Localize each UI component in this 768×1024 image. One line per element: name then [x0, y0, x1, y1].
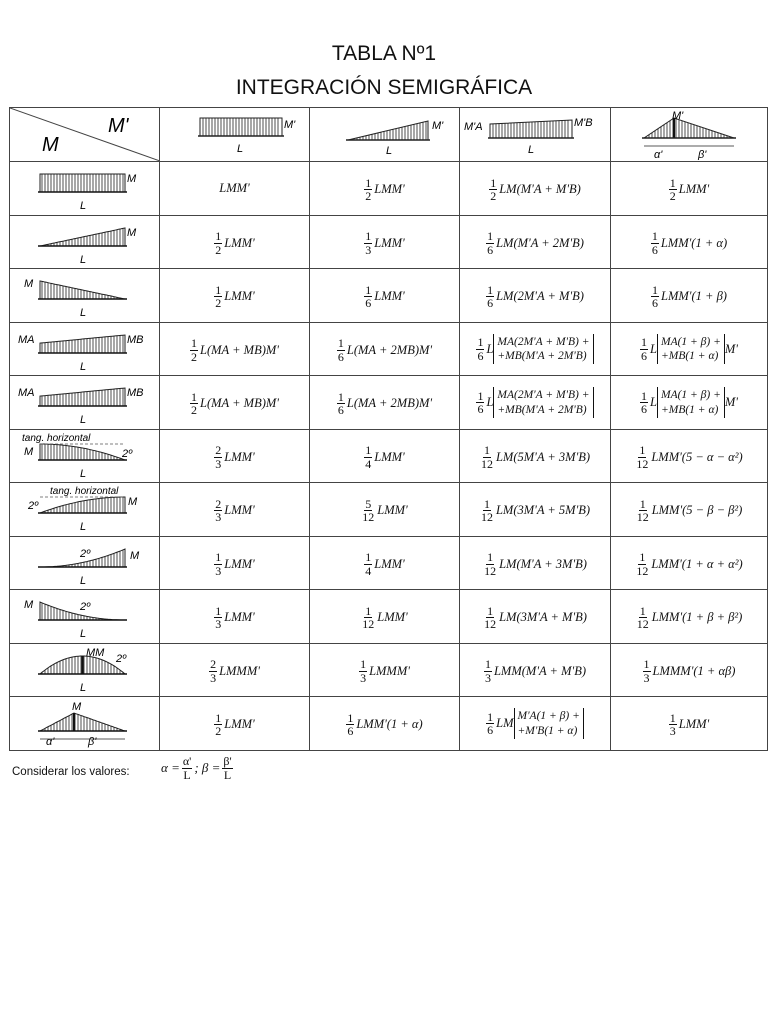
formula — [214, 284, 254, 310]
moment-diagram-icon — [10, 376, 160, 428]
formula-cell — [160, 590, 310, 644]
formula — [484, 658, 586, 684]
formula — [636, 498, 743, 524]
formula-text: LMM'(1 + β + β²) — [651, 610, 743, 625]
formula — [346, 712, 422, 738]
formula-text: LMM'(1 + α) — [660, 235, 728, 250]
note-formula: α = $\frac{\alpha'}{L}$ ; β = $\frac{\beta'}{L}$ — [161, 754, 232, 782]
bracket-expression: MA(2M'A + M'B) + +MB(M'A + 2M'B) — [493, 387, 593, 418]
formula-cell — [310, 322, 460, 376]
table-row — [10, 376, 768, 430]
formula-cell — [611, 269, 768, 323]
fraction: 1 6 — [337, 336, 344, 364]
row-diagram-cell — [10, 429, 160, 483]
row-diagram-cell — [10, 536, 160, 590]
diagram-label: L — [80, 521, 87, 534]
moment-diagram-icon — [10, 483, 160, 535]
fraction: 1 2 — [365, 175, 372, 204]
fraction: 1 12 — [362, 603, 375, 632]
formula — [209, 658, 260, 684]
svg-text:M': M' — [672, 109, 684, 122]
formula-cell — [611, 643, 768, 697]
formula — [190, 391, 279, 417]
fraction: 1 12 — [636, 603, 649, 632]
formula-cell — [310, 215, 460, 269]
fraction: 1 6 — [652, 282, 659, 311]
fraction: 1 2 — [215, 229, 222, 257]
formula: 1 6 L MA(1 + β) + +MB(1 + α) M' — [641, 388, 738, 417]
table-row — [10, 269, 768, 323]
formula-cell — [460, 269, 611, 323]
diagram-label: tang. horizontal — [50, 486, 119, 498]
formula — [486, 708, 584, 739]
header-corner — [10, 108, 160, 162]
moment-diagram-icon — [10, 537, 160, 589]
fraction: 1 3 — [365, 229, 372, 257]
formula-cell — [160, 483, 310, 537]
formula-text: LMM' — [374, 449, 405, 464]
formula-text: LMM' — [374, 556, 405, 571]
table-row — [10, 590, 768, 644]
fraction: 2 3 — [215, 443, 222, 471]
formula-cell — [611, 590, 768, 644]
formula — [364, 177, 404, 203]
table-row — [10, 536, 768, 590]
fraction: 1 2 — [191, 336, 198, 364]
formula-text: LMM' — [224, 449, 255, 464]
corner-mp-label: M' — [108, 115, 129, 137]
title-line-2: INTEGRACIÓN SEMIGRÁFICA — [235, 76, 533, 99]
formula-cell — [310, 269, 460, 323]
formula-text: L — [650, 341, 657, 356]
formula-cell — [160, 322, 310, 376]
formula-cell — [160, 162, 310, 216]
formula-cell — [310, 483, 460, 537]
formula-text: L(MA + 2MB)M' — [346, 342, 433, 357]
svg-text:M': M' — [283, 118, 295, 131]
formula-cell — [460, 162, 611, 216]
corner-m-label: M — [42, 134, 59, 156]
formula-text: LMM'(1 + α + α²) — [651, 556, 743, 571]
row-diagram-cell — [10, 376, 160, 430]
formula-text: LM(M'A + 2M'B) — [496, 235, 584, 250]
formula-cell — [310, 162, 460, 216]
formula-text: LM(2M'A + M'B) — [496, 289, 584, 304]
fraction: 1 6 — [487, 282, 494, 311]
row-diagram-cell — [10, 483, 160, 537]
fraction: 1 6 — [487, 229, 494, 257]
moment-diagram-icon — [10, 216, 160, 268]
fraction: 5 12 — [362, 496, 375, 525]
diagram-label: L — [80, 467, 87, 480]
formula — [643, 658, 736, 684]
peak-diagram-icon — [614, 110, 764, 160]
formula — [219, 181, 249, 196]
table-row — [10, 429, 768, 483]
fraction: 1 2 — [215, 710, 222, 739]
fraction: 1 6 — [477, 388, 484, 417]
diagram-label: MB — [127, 387, 144, 400]
formula-text: LMM' — [224, 556, 255, 571]
fraction: 1 12 — [636, 550, 649, 578]
fraction: 1 3 — [643, 657, 650, 685]
moment-diagram-icon — [10, 697, 160, 749]
fraction: 1 6 — [365, 282, 372, 311]
formula-text: L(MA + MB)M' — [200, 342, 279, 357]
table-row — [10, 322, 768, 376]
formula-text: LMMM'(1 + αβ) — [652, 663, 736, 678]
formula-text: LMMM' — [219, 663, 260, 678]
formula-text: LM(M'A + M'B) — [499, 182, 581, 197]
formula — [489, 177, 581, 203]
formula-text: LMM' — [377, 503, 408, 518]
fraction: 1 6 — [477, 335, 484, 363]
diagram-label: MM — [86, 646, 105, 659]
fraction: 1 6 — [347, 710, 354, 739]
formula-cell — [460, 322, 611, 376]
diagram-label: M — [127, 173, 137, 186]
fraction: 1 12 — [484, 603, 497, 632]
title-line-1: TABLA Nº1 — [331, 42, 437, 65]
formula-text: LMM' — [219, 181, 250, 196]
diagram-label: MA — [18, 333, 35, 346]
formula — [480, 444, 590, 470]
moment-diagram-icon — [10, 323, 160, 375]
formula-cell — [611, 215, 768, 269]
formula — [483, 551, 587, 577]
diagram-label: L — [80, 628, 87, 641]
fraction: 2 3 — [215, 496, 222, 525]
formula-text: LMM' — [224, 610, 255, 625]
bracket-expression: MA(2M'A + M'B) + +MB(M'A + 2M'B) — [493, 334, 593, 365]
formula — [214, 498, 254, 524]
formula — [486, 230, 584, 256]
moment-diagram-icon — [10, 644, 160, 696]
diagram-label: L — [80, 574, 87, 587]
fraction: 1 3 — [669, 710, 676, 739]
rect-diagram-icon — [170, 112, 300, 158]
formula — [364, 284, 404, 310]
fraction: 1 6 — [641, 335, 648, 363]
header-col-trapezoid — [460, 108, 611, 162]
formula-text: LMM' — [374, 289, 405, 304]
diagram-label: M — [72, 701, 82, 714]
diagram-label: 2º — [28, 500, 39, 513]
formula — [635, 444, 742, 470]
formula — [364, 444, 404, 470]
formula-cell — [160, 269, 310, 323]
diagram-label: 2º — [116, 652, 127, 665]
diagram-label: L — [80, 360, 87, 373]
moment-diagram-icon — [10, 269, 160, 321]
formula-cell — [310, 536, 460, 590]
header-col-rect — [160, 108, 310, 162]
diagram-label: M — [127, 226, 137, 239]
fraction: 1 2 — [490, 175, 497, 204]
formula — [651, 284, 727, 310]
formula-cell — [460, 483, 611, 537]
diagram-label: M — [130, 549, 140, 562]
formula-cell — [611, 162, 768, 216]
row-diagram-cell — [10, 643, 160, 697]
diagram-label: L — [80, 200, 87, 213]
formula-text: L — [486, 341, 494, 356]
formula — [359, 658, 410, 684]
integration-table — [9, 107, 768, 751]
formula-cell — [460, 697, 611, 751]
bracket-expression: M'A(1 + β) + +M'B(1 + α) — [514, 708, 584, 739]
fraction: 1 12 — [636, 496, 649, 525]
formula-text: LMM' — [374, 182, 405, 197]
row-diagram-cell — [10, 590, 160, 644]
formula-text: L — [486, 395, 494, 410]
diagram-label: L — [80, 307, 87, 320]
formula-text: LMMM' — [369, 663, 410, 678]
formula-cell — [310, 590, 460, 644]
formula — [651, 230, 727, 256]
formula — [214, 605, 254, 631]
formula-text: LMM' — [224, 717, 255, 732]
diagram-label: β' — [88, 736, 97, 749]
formula — [486, 284, 584, 310]
fraction: 1 4 — [365, 550, 372, 578]
formula — [361, 498, 407, 524]
diagram-label: M — [128, 496, 138, 509]
fraction: 1 2 — [191, 389, 198, 418]
fraction: 1 2 — [669, 175, 676, 204]
formula-text: LMM'(1 + β) — [661, 289, 727, 304]
formula-cell — [460, 536, 611, 590]
formula — [337, 391, 432, 417]
formula — [476, 387, 593, 418]
formula-text: LM(5M'A + 3M'B) — [495, 449, 591, 464]
corner-diagonal — [10, 108, 160, 161]
diagram-label: M — [24, 445, 34, 458]
formula-text: LMM' — [377, 610, 408, 625]
fraction: 1 6 — [337, 389, 344, 418]
formula-text: LMM' — [678, 717, 710, 732]
formula-text: LM(3M'A + 5M'B) — [495, 503, 591, 518]
moment-diagram-icon — [10, 430, 160, 482]
svg-text:M'B: M'B — [574, 116, 593, 129]
formula — [214, 712, 254, 738]
formula-cell — [310, 697, 460, 751]
formula-text: L(MA + MB)M' — [200, 396, 279, 411]
formula-text: LMM'(5 − β − β²) — [651, 503, 743, 518]
formula: 1 6 L MA(1 + β) + +MB(1 + α) M' — [641, 335, 738, 363]
formula-cell — [460, 643, 611, 697]
bracket-expression: MA(1 + β) + +MB(1 + α) — [657, 334, 725, 365]
formula-text: LMM'(1 + α) — [356, 717, 423, 732]
fraction: 1 4 — [365, 443, 372, 471]
formula-text: LM — [496, 716, 514, 731]
formula — [480, 498, 590, 524]
fraction: 2 3 — [210, 657, 217, 685]
diagram-label: M — [24, 278, 34, 291]
row-diagram-cell — [10, 322, 160, 376]
formula-cell — [611, 429, 768, 483]
table-row — [10, 215, 768, 269]
diagram-label: M — [24, 599, 34, 612]
formula-cell — [611, 536, 768, 590]
formula-cell — [611, 697, 768, 751]
svg-text:M': M' — [431, 119, 443, 132]
moment-diagram-icon — [10, 590, 160, 642]
formula-text: L — [650, 395, 657, 410]
formula-text: LMM' — [678, 182, 710, 197]
fraction: 1 12 — [480, 496, 493, 525]
formula — [635, 551, 742, 577]
formula-cell — [160, 429, 310, 483]
formula-text: LMM' — [374, 235, 405, 250]
formula — [364, 551, 404, 577]
formula-text: LMM'(5 − α − α²) — [651, 449, 743, 464]
formula-cell — [160, 697, 310, 751]
moment-diagram-icon — [10, 162, 160, 214]
formula — [214, 551, 254, 577]
note-label: Considerar los valores: — [12, 766, 130, 778]
fraction: 1 3 — [360, 657, 367, 685]
diagram-label: α' — [46, 736, 55, 749]
formula — [364, 230, 404, 256]
formula-cell — [160, 215, 310, 269]
formula-cell — [611, 376, 768, 430]
formula-cell — [310, 643, 460, 697]
svg-text:β': β' — [698, 148, 707, 160]
formula — [483, 605, 587, 631]
diagram-label: MA — [18, 387, 35, 400]
formula — [669, 712, 709, 738]
formula-cell — [310, 429, 460, 483]
svg-text:L: L — [236, 142, 243, 155]
formula-cell — [460, 590, 611, 644]
formula-cell — [460, 429, 611, 483]
fraction: 1 3 — [484, 657, 491, 685]
header-col-triangle — [310, 108, 460, 162]
fraction: 1 12 — [480, 443, 493, 471]
trapezoid-diagram-icon — [460, 112, 610, 158]
formula-text: LMM' — [224, 289, 255, 304]
svg-text:L: L — [528, 143, 535, 156]
svg-text:L: L — [385, 144, 392, 157]
fraction: 1 6 — [641, 388, 648, 417]
formula — [669, 177, 709, 203]
formula-cell — [611, 322, 768, 376]
table-row — [10, 697, 768, 751]
formula-text: LM(M'A + 3M'B) — [499, 556, 587, 571]
formula-text: LMM' — [224, 503, 255, 518]
formula-cell — [460, 215, 611, 269]
formula-cell — [160, 376, 310, 430]
formula — [636, 605, 743, 631]
diagram-label: 2º — [122, 447, 133, 460]
row-diagram-cell — [10, 162, 160, 216]
fraction: 1 12 — [484, 550, 497, 578]
diagram-label: L — [80, 414, 87, 427]
formula — [476, 334, 593, 365]
row-diagram-cell — [10, 697, 160, 751]
triangle-diagram-icon — [320, 112, 450, 158]
formula — [337, 337, 432, 363]
fraction: 1 6 — [651, 229, 658, 257]
table-row — [10, 643, 768, 697]
fraction: 1 6 — [487, 709, 494, 738]
row-diagram-cell — [10, 215, 160, 269]
fraction: 1 3 — [215, 550, 222, 578]
formula-text: LM(3M'A + M'B) — [499, 610, 587, 625]
fraction: 1 3 — [215, 603, 222, 632]
formula — [214, 230, 254, 256]
diagram-label: tang. horizontal — [22, 432, 91, 444]
row-diagram-cell — [10, 269, 160, 323]
formula-cell — [160, 643, 310, 697]
formula-text: LMM(M'A + M'B) — [493, 663, 586, 678]
formula-cell — [160, 536, 310, 590]
diagram-label: MB — [127, 333, 144, 346]
formula-text: LMM' — [224, 235, 255, 250]
svg-text:α': α' — [654, 148, 663, 160]
diagram-label: L — [80, 681, 87, 694]
formula — [361, 605, 407, 631]
svg-text:M'A: M'A — [464, 120, 483, 133]
formula-text: L(MA + 2MB)M' — [346, 396, 433, 411]
table-row — [10, 483, 768, 537]
formula-cell — [310, 376, 460, 430]
formula-cell — [460, 376, 611, 430]
formula — [190, 337, 279, 363]
fraction: 1 12 — [636, 443, 649, 471]
diagram-label: 2º — [80, 601, 91, 614]
diagram-label: L — [80, 253, 87, 266]
table-row — [10, 162, 768, 216]
diagram-label: 2º — [80, 547, 91, 560]
bracket-expression: MA(1 + β) + +MB(1 + α) — [657, 387, 725, 418]
header-col-peak — [611, 108, 768, 162]
formula-cell — [611, 483, 768, 537]
fraction: 1 2 — [215, 282, 222, 311]
formula — [214, 444, 254, 470]
header-row — [10, 108, 768, 162]
